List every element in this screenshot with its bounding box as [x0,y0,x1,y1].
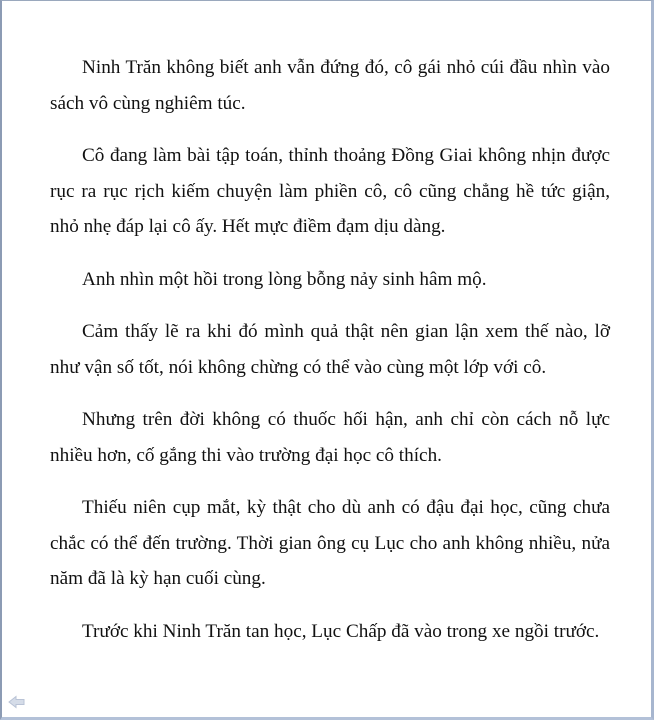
document-page [2,1,654,721]
paragraph: Anh nhìn một hồi trong lòng bỗng nảy sinh hâm mộ. [82,268,487,290]
paragraph: Trước khi Ninh Trăn tan học, Lục Chấp đã vào trong xe ngồi trước. [82,620,600,642]
paragraph: Thiếu niên cụp mắt, kỳ thật cho dù anh có đậu đại học, cũng chưa chắc có thể đến trường. Thời gian ông cụ Lục cho anh không nhiều, nửa năm đã là kỳ hạn cuối cùng. [50,496,610,590]
left-arrow-icon [8,695,26,709]
previous-page-button[interactable] [8,695,26,709]
paragraph: Ninh Trăn không biết anh vẫn đứng đó, cô gái nhỏ cúi đầu nhìn vào sách vô cùng nghiêm túc. [50,57,610,114]
paragraph: Nhưng trên đời không có thuốc hối hận, anh chỉ còn cách nỗ lực nhiều hơn, cố gắng thi vào trường đại học cô thích. [50,408,610,466]
paragraph: Cảm thấy lẽ ra khi đó mình quả thật nên gian lận xem thế nào, lỡ như vận số tốt, nói không chừng có thể vào cùng một lớp với cô. [50,320,610,378]
paragraph: Cô đang làm bài tập toán, thỉnh thoảng Đồng Giai không nhịn được rục ra rục rịch kiếm chuyện làm phiền cô, cô cũng chẳng hề tức giận, nhỏ nhẹ đáp lại cô ấy. Hết mực điềm đạm dịu dàng. [50,144,610,238]
